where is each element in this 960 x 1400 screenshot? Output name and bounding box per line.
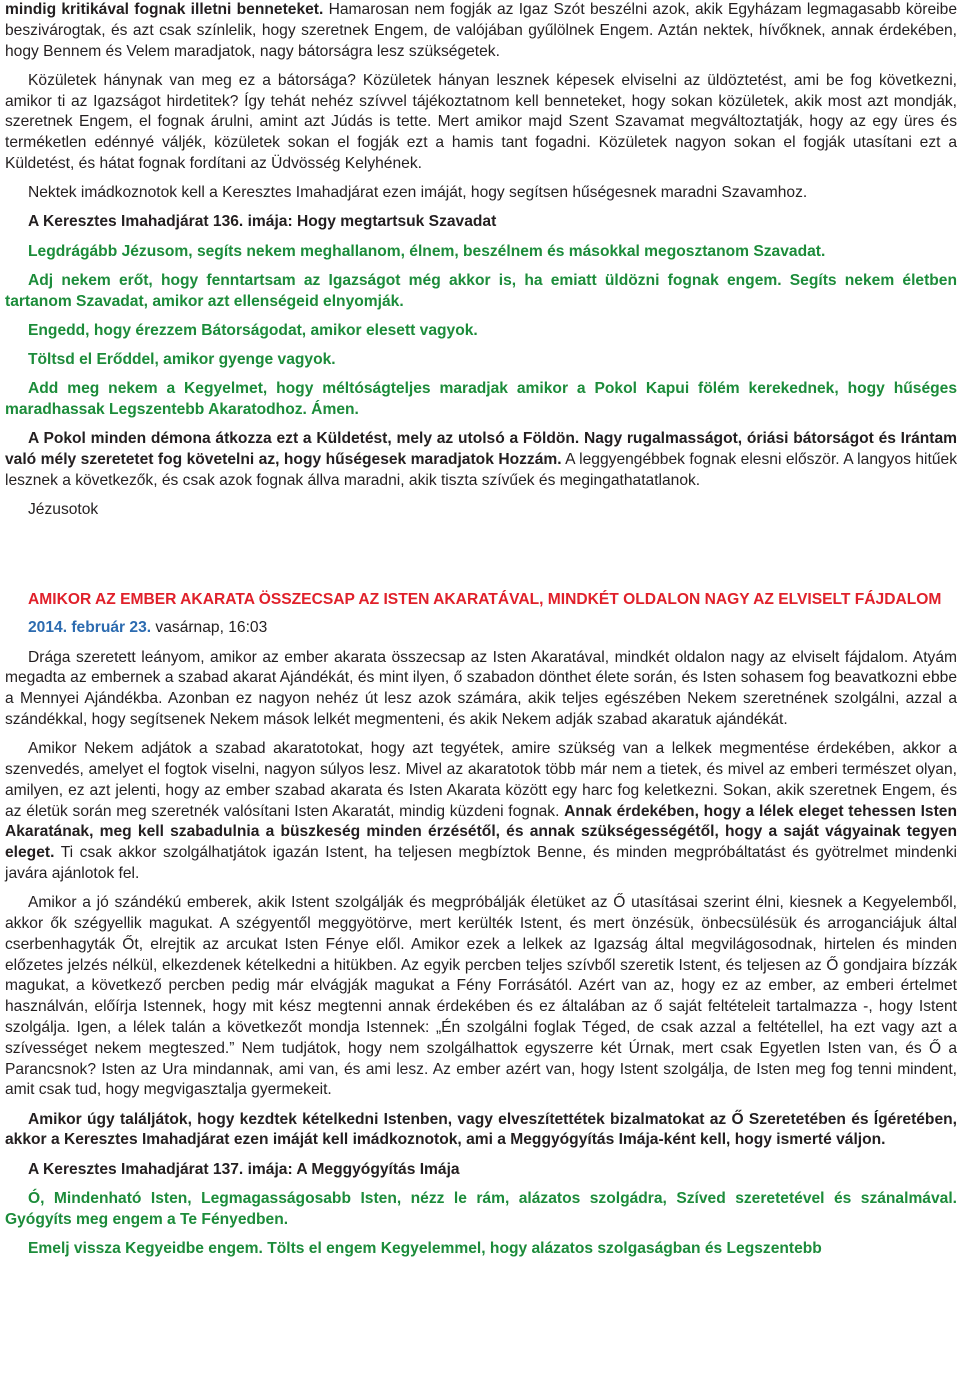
closing-bold: A Pokol minden démona átkozza ezt a Küldetést, mely az utolsó a Földön. Nagy rugalmasságot, óriási bátorságot és Irántam való mély szeretetet fog követelni az, hogy hűségesek maradjatok Hozzám. xyxy=(5,430,957,468)
closing-text: A leggyengébbek fognak elesni először. A langyos hitűek lesznek a következők, és csak azok fognak állva maradni, akik tiszta szívűek és megingathatatlanok. xyxy=(5,450,957,489)
message-time: vasárnap, 16:03 xyxy=(151,619,268,637)
prayer-136-line: Legdrágább Jézusom, segíts nekem meghallanom, élnem, beszélnem és másokkal megosztanom Szavadat. xyxy=(28,242,826,260)
closing-paragraph xyxy=(5,429,957,491)
intro-text: Hamarosan nem fogják az Igaz Szót beszélni azok, akik Egyházam legmagasabb köreibe beszivárogtak, és azt csak színlelik, hogy szeretnek Engem, de valójában gyűlölnek Engem. Aztán nektek, hívőknek, annak érdekében, hogy Bennem és Velem maradjatok, nagy bátorságra lesz szükségetek. xyxy=(5,1,957,60)
prayer-136-line: Engedd, hogy érezzem Bátorságodat, amikor elesett vagyok. xyxy=(28,321,478,339)
intro-bold-lead: mindig kritikával fognak illetni benneteket. xyxy=(5,1,324,18)
prayer-136-line: Adj nekem erőt, hogy fenntartsam az Igazságot még akkor is, ha emiatt üldözni fognak engem. Segíts nekem életben tartanom Szavadat, amikor azt ellenségeid elnyomják. xyxy=(5,271,957,310)
document-page xyxy=(5,0,957,1268)
intro-paragraph-3: Nektek imádkoznotok kell a Keresztes Imahadjárat ezen imáját, hogy segítsen hűségesnek maradni Szavamhoz. xyxy=(28,184,808,202)
intro-paragraph-1 xyxy=(5,0,957,62)
message-title: AMIKOR AZ EMBER AKARATA ÖSSZECSAP AZ ISTEN AKARATÁVAL, MINDKÉT OLDALON NAGY AZ ELVISELT FÁJDALOM xyxy=(28,590,942,608)
message-paragraph-2 xyxy=(5,739,957,885)
message-paragraph-1: Drága szeretett leányom, amikor az ember akarata összecsap az Isten Akaratával, mindkét oldalon nagy az elviselt fájdalom. Atyám megadta az embernek a szabad akarat Ajándékát, és mint ilyen, ő szabadon dönthet élete során, és Isten sohasem fog beavatkozni ebbe a Mennyei Ajándékba. Azonban ez nagyon nehéz út lesz azok számára, akik teljes egészében Nekem szeretnének szolgálni, azzal a szándékkal, hogy segítsenek Nekem mások lelkét megmenteni, és akik Nekem adják szabad akaratuk ajándékát. xyxy=(5,648,957,729)
message-date: 2014. február 23. xyxy=(28,619,152,637)
message-p2-text-a: Amikor Nekem adjátok a szabad akaratotokat, hogy azt tegyétek, amire szükség van a lelkek megmentése érdekében, akkor a szenvedés, amelyet el fogtok viselni, nagyon súlyos lesz. Mivel az akaratotok több már nem a tietek, és mivel az emberi természet olyan, amilyen, ez azt jelenti, hogy az ember szabad akarata és Isten Akarata között egy harc fog keletkezni. Sokan, akik szeretnek Engem, és az életük során meg szeretnék valósítani Isten Akaratát, mindig küzdeni fognak. xyxy=(5,740,957,820)
message-p2-text-b: Ti csak akkor szolgálhatjátok igazán Istent, ha teljesen megbíztok Benne, és minden megpróbáltatást és gyötrelmet mindenki javára ajánlotok fel. xyxy=(5,844,957,882)
intro-paragraph-2: Közületek hánynak van meg ez a bátorsága? Közületek hányan lesznek képesek elviselni az üldöztetést, ami be fog következni, amikor ti az Igazságot hirdetitek? Így tehát nehéz szívvel tájékoztatnom kell benneteket, hogy sokan közületek, akik most azt mondják, szeretnek Engem, el fognak árulni, amint azt Júdás is tette. Mert amikor majd Szent Szavamat megváltoztatják, hogy az egy üres és terméketlen edénnyé váljék, közületek sokan el fogják ezt a hamis tant fogadni. Közületek nagyon sokan el fogják utasítani ezt a Küldetést, és hátat fognak fordítani az Üdvösség Kelyhének. xyxy=(5,71,957,172)
message-p2-bold: Annak érdekében, hogy a lélek eleget tehessen Isten Akaratának, meg kell szabadulnia a büszkeség minden érzésétől, és annak szükségességétől, hogy a saját vágyainak tegyen eleget. xyxy=(5,802,957,862)
prayer-137-heading: A Keresztes Imahadjárat 137. imája: A Meggyógyítás Imája xyxy=(28,1160,460,1178)
message-paragraph-4: Amikor úgy találjátok, hogy kezdtek kételkedni Istenben, vagy elveszítettétek bizalmatokat az Ő Szeretetében és Ígéretében, akkor a Keresztes Imahadjárat ezen imáját kell imádkoznotok, ami a Meggyógyítás Imája-ként kell, hogy ismerté váljon. xyxy=(5,1110,957,1149)
prayer-136-line: Add meg nekem a Kegyelmet, hogy méltóságteljes maradjak amikor a Pokol Kapui fölém kerekednek, hogy hűséges maradhassak Legszentebb Akaratodhoz. Ámen. xyxy=(5,380,957,418)
prayer-136-line: Töltsd el Erőddel, amikor gyenge vagyok. xyxy=(28,350,336,368)
message-paragraph-3: Amikor a jó szándékú emberek, akik Istent szolgálják és megpróbálják életüket az Ő utasításai szerint élni, kiesnek a Kegyelemből, akkor ők szégyellik magukat. A szégyentől meggyötörve, mert kerülték Istent, és mert önzésük, önbecsülésük és arroganciájuk által cserbenhagyták Őt, elrejtik az arcukat Isten Fénye elől. Amikor ezek a lelkek az Igazság által megvilágosodnak, hirtelen és minden előzetes jelzés nélkül, elkezdenek kételkedni a hitükben. Az egyik percben teljes szívből szeretik Istent, és teljesen az Ő gondjaira bízzák magukat, a következő percben pedig már elvágják magukat a Fény Forrásától. Azért van az, hogy ez az ember, az emberi értelmet használván, előírja Istennek, hogy mit kész megtenni annak érdekében és ez általában az ő saját feltételeit tartalmazza -, hogy Istent szolgálja. Igen, a lélek talán a következőt mondja Istennek: „Én szolgálni foglak Téged, de csak azzal a feltétellel, ha ezt vagy azt a szívességet nekem megteszed.” Nem tudjátok, hogy nem szolgálhattok egyszerre két Úrnak, mert csak Egyetlen Isten van, és Ő a Parancsnok? Isten az Ura mindannak, ami van, és ami lesz. Az ember azért van, hogy Istent szolgálja, de Isten meg fog tenni mindent, amit csak tud, hogy megvigasztalja gyermekeit. xyxy=(5,894,957,1099)
prayer-137-line: Emelj vissza Kegyeidbe engem. Tölts el engem Kegyelemmel, hogy alázatos szolgaságban és Legszentebb xyxy=(28,1239,822,1257)
signature: Jézusotok xyxy=(28,500,99,518)
message-dateline xyxy=(5,618,957,639)
prayer-137-line: Ó, Mindenható Isten, Legmagasságosabb Isten, nézz le rám, alázatos szolgádra, Szíved szeretetével és szánalmával. Gyógyíts meg engem a Te Fényedben. xyxy=(5,1189,957,1228)
prayer-136-heading: A Keresztes Imahadjárat 136. imája: Hogy megtartsuk Szavadat xyxy=(28,213,497,231)
